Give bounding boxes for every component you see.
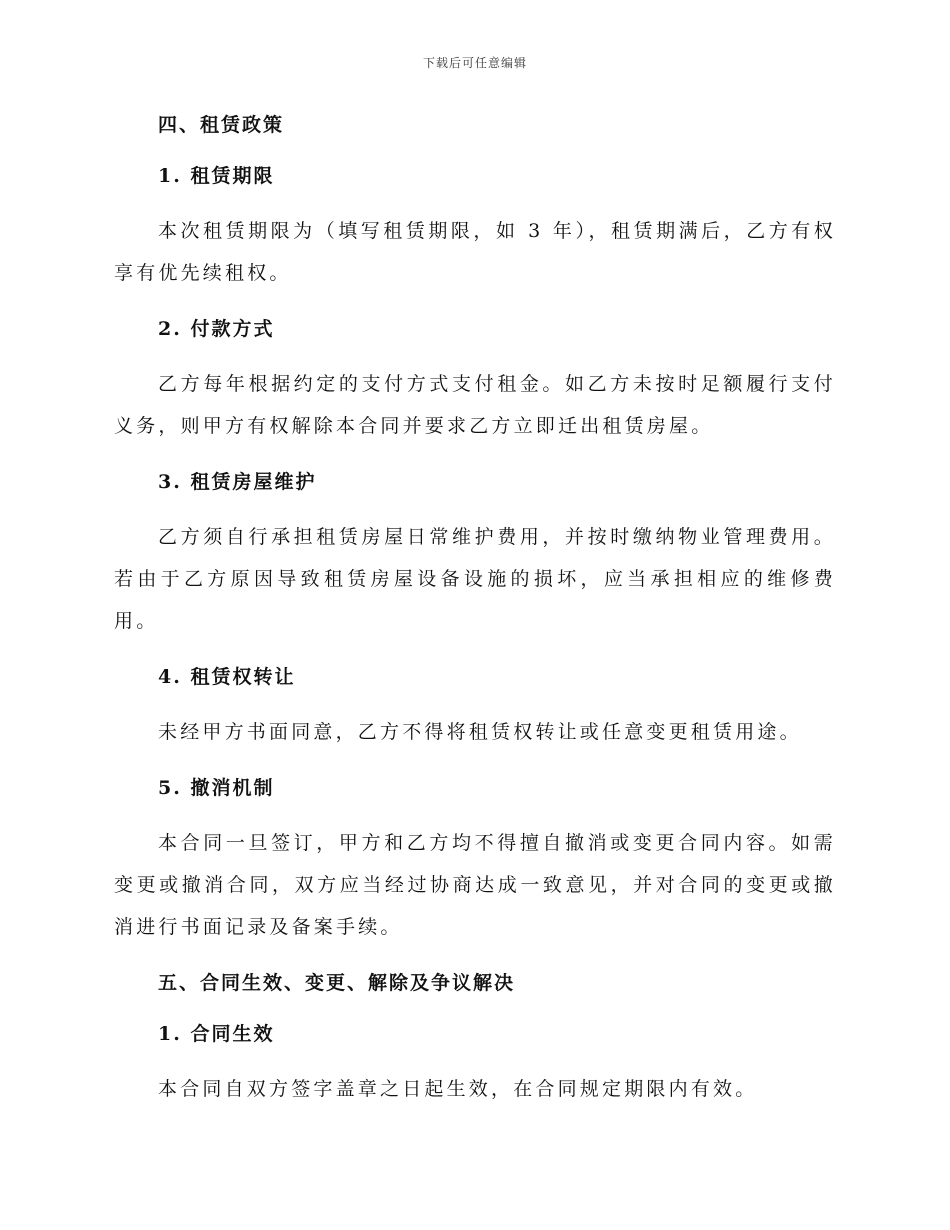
paragraph-payment-method: 乙方每年根据约定的支付方式支付租金。如乙方未按时足额履行支付义务，则甲方有权解除本合同并要求乙方立即迁出租赁房屋。 — [114, 373, 836, 437]
item-heading-revocation: 5. 撤消机制 — [158, 777, 275, 799]
header-note: 下载后可任意编辑 — [422, 56, 527, 70]
item-heading-payment-method: 2. 付款方式 — [158, 318, 275, 340]
paragraph-revocation: 本合同一旦签订，甲方和乙方均不得擅自撤消或变更合同内容。如需变更或撤消合同，双方应当经过协商达成一致意见，并对合同的变更或撤消进行书面记录及备案手续。 — [114, 832, 836, 938]
paragraph-contract-effective: 本合同自双方签字盖章之日起生效，在合同规定期限内有效。 — [158, 1078, 758, 1100]
paragraph-house-maintenance: 乙方须自行承担租赁房屋日常维护费用，并按时缴纳物业管理费用。若由于乙方原因导致租赁房屋设备设施的损坏，应当承担相应的维修费用。 — [114, 526, 836, 632]
item-heading-lease-transfer: 4. 租赁权转让 — [158, 666, 296, 688]
paragraph-lease-term: 本次租赁期限为（填写租赁期限，如 3 年），租赁期满后，乙方有权享有优先续租权。 — [114, 220, 836, 284]
item-heading-contract-effective: 1. 合同生效 — [158, 1023, 275, 1045]
section-heading-lease-policy: 四、租赁政策 — [158, 114, 285, 136]
document-body — [114, 108, 836, 1110]
section-heading-contract-effect: 五、合同生效、变更、解除及争议解决 — [158, 972, 516, 994]
item-heading-lease-term: 1. 租赁期限 — [158, 165, 275, 187]
item-heading-house-maintenance: 3. 租赁房屋维护 — [158, 471, 317, 493]
paragraph-lease-transfer: 未经甲方书面同意，乙方不得将租赁权转让或任意变更租赁用途。 — [158, 721, 802, 743]
